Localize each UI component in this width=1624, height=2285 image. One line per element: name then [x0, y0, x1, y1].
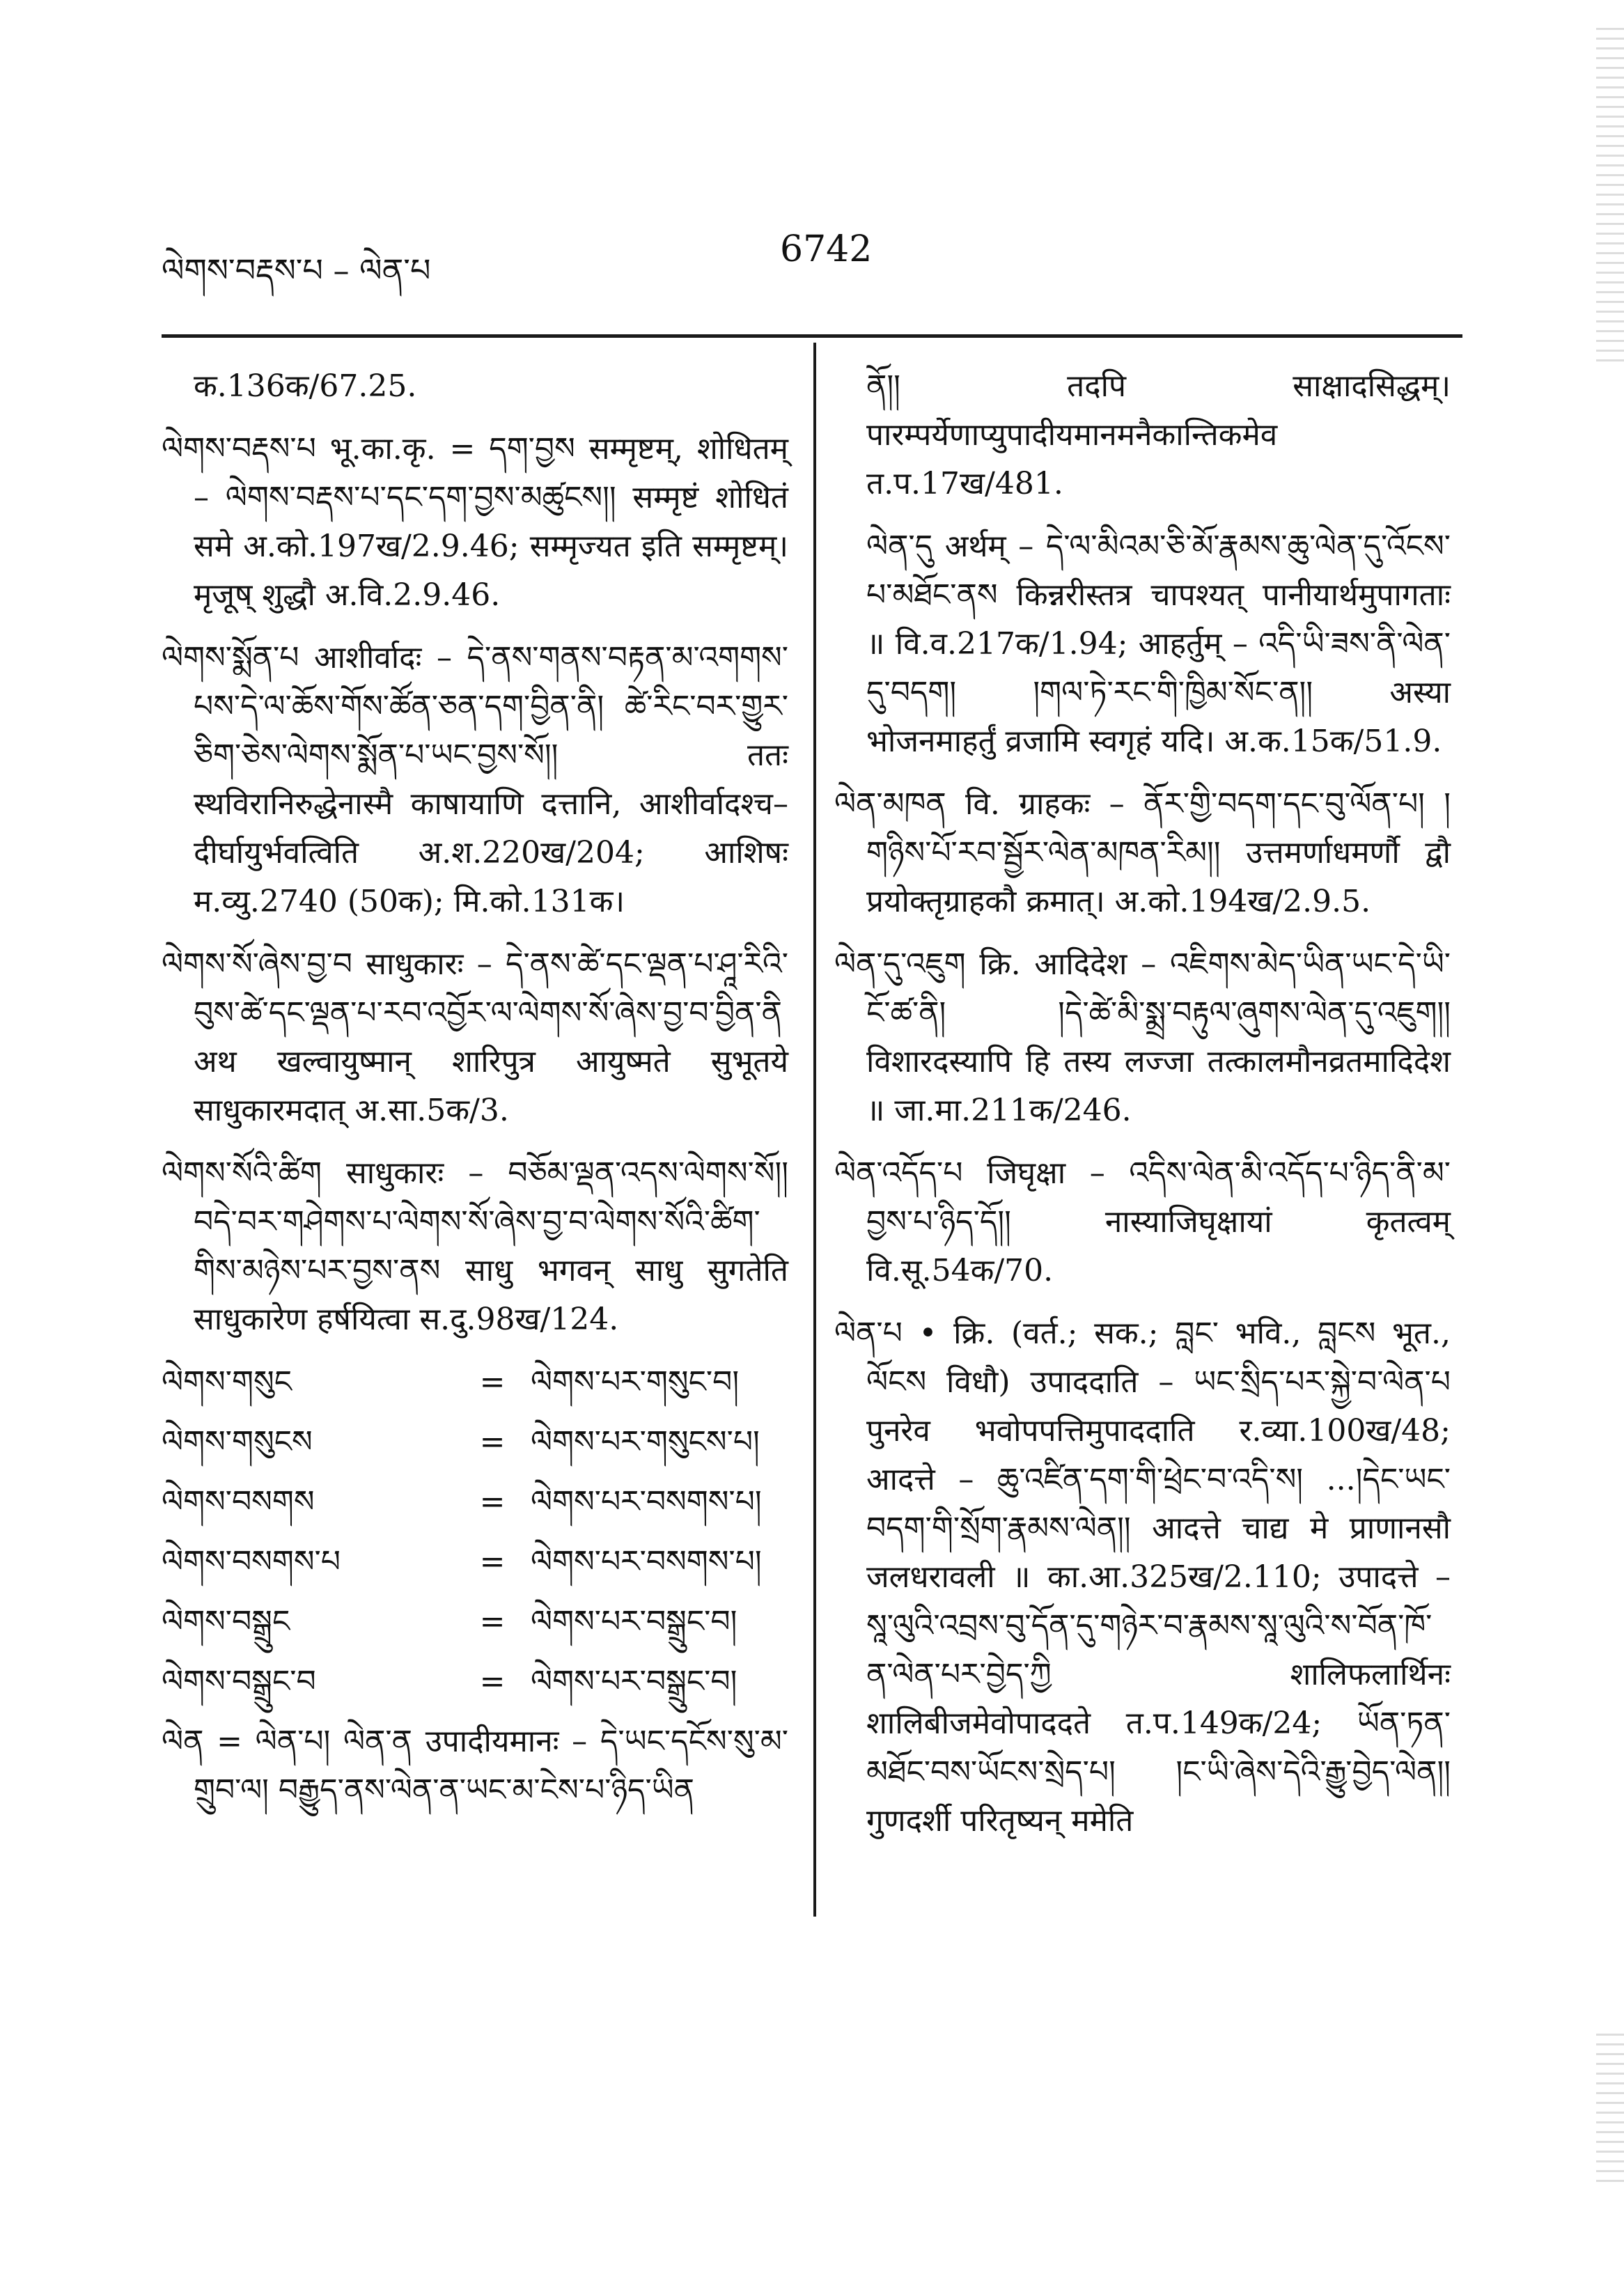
xref-target: ལེགས་པར་བསྒྲུང་བ།	[531, 1664, 737, 1699]
dictionary-entry: ལེགས་སོའི་ཚིག साधुकारः – བཅོམ་ལྡན་འདས་ལེགས་སོ།། བདེ་བར་གཤེགས་པ་ལེགས་སོ་ཞེས་བྱ་བ་ལེགས་སོའི་ཚིག་གིས་མཉེས་པར་བྱས་ནས साधु भगवन् साधु सुगतेति साधुकारेण हर्षयित्वा स.दु.98ख/124.	[162, 1155, 788, 1337]
xref-equals: =	[479, 1484, 506, 1520]
xref-term: ལེགས་བསྒྲུང	[162, 1604, 290, 1639]
cross-reference-row	[162, 1478, 788, 1538]
xref-term: ལེགས་གསུངས	[162, 1424, 313, 1460]
xref-target: ལེགས་པར་བསགས་པ།	[531, 1484, 762, 1520]
xref-term: ལེགས་གསུང	[162, 1364, 292, 1400]
page-number: 6742	[780, 228, 873, 270]
dictionary-entry: ལེགས་སོ་ཞེས་བྱ་བ साधुकारः – དེ་ནས་ཚེ་དང་ལྡན་པ་ཤཱ་རིའི་བུས་ཚེ་དང་ལྡན་པ་རབ་འབྱོར་ལ་ལེགས་སོ་ཞེས་བྱ་བ་བྱིན་ནི अथ खल्वायुष्मान् शारिपुत्र आयुष्मते सुभूतये साधुकारमदात् अ.सा.5क/3.	[162, 946, 788, 1128]
column-divider	[813, 343, 816, 1917]
scan-edge-noise	[1596, 2034, 1624, 2187]
cross-reference-row	[162, 1418, 788, 1478]
cross-reference-row	[162, 1658, 788, 1717]
xref-equals: =	[479, 1364, 506, 1400]
xref-term: ལེགས་བསགས	[162, 1484, 315, 1520]
xref-term: ལེགས་བསྒྲུང་བ	[162, 1664, 316, 1699]
scan-edge-noise	[1596, 28, 1624, 362]
xref-term: ལེགས་བསགས་པ	[162, 1544, 341, 1580]
dictionary-entry: ལེན་དུ་འཇུག क्रि. आदिदेश – འཇིགས་མེད་ཡིན་ཡང་དེ་ཡི་ངོ་ཚ་ནི། །དེ་ཚེ་མི་སྨྲ་བརྟུལ་ཞུགས་ལེན་དུ་འཇུག།། विशारदस्यापि हि तस्य लज्जा तत्कालमौनव्रतमादिदेश ॥ जा.मा.211क/246.	[834, 946, 1451, 1128]
xref-target: ལེགས་པར་གསུངས་པ།	[531, 1424, 760, 1460]
dictionary-entry: ལེགས་བརྡས་པ भू.का.कृ. = དག་བྱས सम्मृष्टम्, शोधितम् – ལེགས་བརྡས་པ་དང་དག་བྱས་མཚུངས།། सम्मृष्टं शोधितं समे अ.को.197ख/2.9.46; सम्मृज्यत इति सम्मृष्टम्। मृजूष् शुद्धौ अ.वि.2.9.46.	[162, 431, 788, 613]
header-rule	[162, 334, 1462, 338]
dictionary-entry: ལེན་པ • क्रि. (वर्त.; सक.; བླང་ भवि., བླངས भूत., ལོངས विधौ) उपाददाति – ཡང་སྲིད་པར་སྐྱེ་བ་ལེན་པ पुनरेव भवोपपत्तिमुपाददाति र.व्या.100ख/48; आदत्ते – ཆུ་འཛིན་དག་གི་ཕྲེང་བ་འདི་ས། ...།དེང་ཡང་བདག་གི་སྲོག་རྣམས་ལེན།། आदत्ते चाद्य मे प्राणानसौ जलधरावली ॥ का.आ.325ख/2.110; उपादत्ते – སཱ་ལུའི་འབྲས་བུ་དོན་དུ་གཉེར་བ་རྣམས་སཱ་ལུའི་ས་བོན་ཁོ་ན་ལེན་པར་བྱེད་ཀྱི शालिफलार्थिनः शालिबीजमेवोपाददते त.प.149क/24; ཡོན་ཏན་མཐོང་བས་ཡོངས་སྲེད་པ། །ང་ཡི་ཞེས་དེའི་རྒྱུ་བྱེད་ལེན།། गुणदर्शी परितृष्यन् ममेति	[834, 1316, 1451, 1839]
xref-equals: =	[479, 1664, 506, 1699]
xref-target: ལེགས་པར་བསྒྲུང་བ།	[531, 1604, 737, 1639]
xref-equals: =	[479, 1424, 506, 1460]
dictionary-entry: ལེན་འདོད་པ जिघृक्षा – འདིས་ལེན་མི་འདོད་པ་ཉིད་ནི་མ་བྱས་པ་ཉིད་དོ།། नास्याजिघृक्षायां कृतत्वम् वि.सू.54क/70.	[834, 1155, 1451, 1288]
dictionary-entry: ལེན་མཁན वि. ग्राहकः – ནོར་གྱི་བདག་དང་བུ་ལོན་པ། །གཉིས་པོ་རབ་སྦྱོར་ལེན་མཁན་རིམ།། उत्तमर्णाधमर्णौ द्वौ प्रयोक्तृग्राहकौ क्रमात्। अ.को.194ख/2.9.5.	[834, 786, 1451, 919]
right-column	[834, 362, 1451, 1859]
sub-entry: ལེན་དུ अर्थम् – དེ་ལ་མིའམ་ཅི་མོ་རྣམས་ཆུ་ལེན་དུ་འོངས་པ་མཐོང་ནས किन्नरीस्तत्र चापश्यत् पानीयार्थमुपागताः ॥ वि.व.217क/1.94; आहर्तुम् – འདི་ཡི་ཟས་ནི་ལེན་དུ་བདག། །གལ་ཏེ་རང་གི་ཁྱིམ་སོང་ན།། अस्या भोजनमाहर्तुं व्रजामि स्वगृहं यदि। अ.क.15क/51.9.	[866, 529, 1451, 759]
running-head: ལེགས་བརྡས་པ – ལེན་པ	[162, 251, 431, 289]
cross-reference-list	[162, 1358, 788, 1717]
dictionary-entry: ལེགས་སྨོན་པ आशीर्वादः – དེ་ནས་གནས་བརྟན་མ་འགགས་པས་དེ་ལ་ཆོས་གོས་ཚོན་ཅན་དག་བྱིན་ནི། ཚེ་རིང་བར་གྱུར་ཅིག་ཅེས་ལེགས་སྨོན་པ་ཡང་བྱས་སོ།། ततः स्थविरानिरुद्धेनास्मै काषायाणि दत्तानि, आशीर्वादश्च–दीर्घायुर्भवत्विति अ.श.220ख/204; आशिषः म.व्यु.2740 (50क); मि.को.131क।	[162, 640, 788, 919]
xref-equals: =	[479, 1544, 506, 1580]
continuation-entry: क.136क/67.25.	[194, 368, 417, 404]
continuation-entry: ནོ།། तदपि साक्षादसिद्धम्। पारम्पर्येणाप्युपादीयमानमनैकान्तिकमेव त.प.17ख/481.	[866, 368, 1451, 501]
xref-target: ལེགས་པར་བསགས་པ།	[531, 1544, 762, 1580]
xref-target: ལེགས་པར་གསུང་བ།	[531, 1364, 740, 1400]
xref-equals: =	[479, 1604, 506, 1639]
cross-reference-row	[162, 1538, 788, 1598]
cross-reference-row	[162, 1598, 788, 1658]
cross-reference-row	[162, 1358, 788, 1418]
dictionary-entry: ལེན = ལེན་པ། ལེན་ན उपादीयमानः – དེ་ཡང་དངོས་སུ་མ་གྲུབ་ལ། བརྒྱུད་ནས་ལེན་ན་ཡང་མ་ངེས་པ་ཉིད་ཡིན	[162, 1724, 788, 1808]
left-column	[162, 362, 788, 1829]
